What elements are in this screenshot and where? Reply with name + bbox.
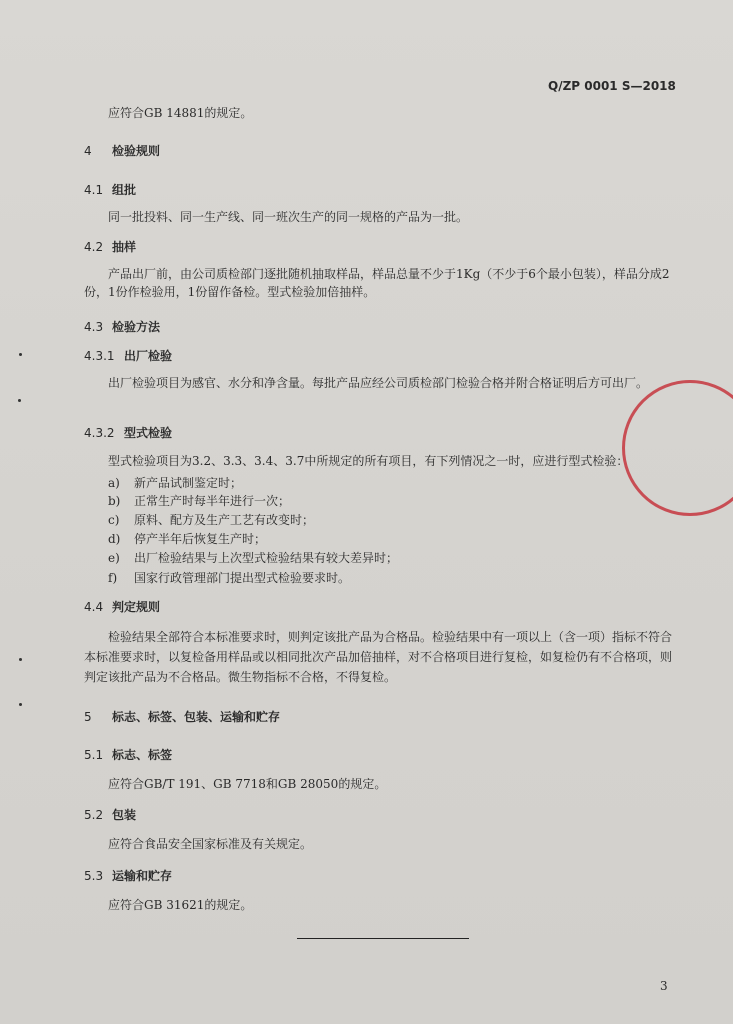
section-title: 检验方法 bbox=[112, 320, 161, 334]
list-text: 停产半年后恢复生产时； bbox=[134, 532, 267, 546]
paragraph-4-4: 检验结果全部符合本标准要求时，则判定该批产品为合格品。检验结果中有一项以上（含一项）指标不符合本标准要求时，以复检备用样品或以相同批次产品加倍抽样，对不合格项目进行复检，如复检仍有不合格项，则判定该批产品为不合格品。微生物指标不合格，不得复检。 bbox=[84, 630, 673, 684]
list-item bbox=[108, 569, 350, 587]
section-number: 5 bbox=[84, 710, 92, 724]
list-text: 出厂检验结果与上次型式检验结果有较大差异时； bbox=[134, 551, 399, 565]
section-number: 4.1 bbox=[84, 183, 104, 197]
section-title: 标志、标签 bbox=[112, 748, 173, 762]
page-number: 3 bbox=[660, 979, 668, 993]
section-number: 5.1 bbox=[84, 748, 104, 762]
section-title: 标志、标签、包装、运输和贮存 bbox=[112, 710, 281, 724]
heading-section-4 bbox=[84, 142, 160, 159]
heading-4-3-1 bbox=[84, 347, 172, 364]
section-title: 抽样 bbox=[112, 240, 137, 254]
paragraph-5-1: 应符合GB/T 191、GB 7718和GB 28050的规定。 bbox=[108, 777, 387, 791]
section-title: 出厂检验 bbox=[124, 349, 173, 363]
section-number: 4.3.1 bbox=[84, 349, 115, 363]
list-letter: c) bbox=[108, 513, 120, 527]
list-letter: a) bbox=[108, 476, 120, 490]
margin-mark bbox=[19, 658, 22, 661]
margin-mark bbox=[19, 353, 22, 356]
heading-4-1 bbox=[84, 181, 136, 198]
paragraph-4-1: 同一批投料、同一生产线、同一班次生产的同一规格的产品为一批。 bbox=[108, 210, 469, 224]
section-number: 5.2 bbox=[84, 808, 104, 822]
company-seal bbox=[622, 380, 733, 516]
section-number: 4.4 bbox=[84, 600, 104, 614]
list-item bbox=[108, 549, 398, 567]
list-text: 国家行政管理部门提出型式检验要求时。 bbox=[134, 571, 351, 585]
list-letter: e) bbox=[108, 551, 120, 565]
section-title: 判定规则 bbox=[112, 600, 161, 614]
list-text: 正常生产时每半年进行一次； bbox=[134, 494, 291, 508]
section-title: 运输和贮存 bbox=[112, 869, 173, 883]
section-number: 4 bbox=[84, 144, 92, 158]
list-letter: f) bbox=[108, 571, 118, 585]
section-title: 包装 bbox=[112, 808, 137, 822]
heading-4-3 bbox=[84, 318, 160, 335]
list-letter: d) bbox=[108, 532, 121, 546]
paragraph-5-3: 应符合GB 31621的规定。 bbox=[108, 898, 253, 912]
heading-section-5 bbox=[84, 708, 280, 725]
list-text: 新产品试制鉴定时； bbox=[134, 476, 243, 490]
paragraph-gb14881: 应符合GB 14881的规定。 bbox=[108, 106, 253, 120]
end-rule bbox=[297, 938, 469, 939]
list-item bbox=[108, 511, 314, 529]
margin-mark bbox=[19, 703, 22, 706]
section-number: 4.3 bbox=[84, 320, 104, 334]
section-number: 4.2 bbox=[84, 240, 104, 254]
section-number: 4.3.2 bbox=[84, 426, 115, 440]
list-item bbox=[108, 530, 266, 548]
paragraph-4-3-1: 出厂检验项目为感官、水分和净含量。每批产品应经公司质检部门检验合格并附合格证明后方可出厂。 bbox=[108, 376, 649, 390]
section-title: 检验规则 bbox=[112, 144, 161, 158]
list-item bbox=[108, 492, 290, 510]
section-title: 组批 bbox=[112, 183, 137, 197]
heading-4-3-2 bbox=[84, 424, 172, 441]
list-item bbox=[108, 474, 242, 492]
heading-4-4 bbox=[84, 598, 160, 615]
heading-4-2 bbox=[84, 238, 136, 255]
margin-mark bbox=[18, 399, 21, 402]
heading-5-1 bbox=[84, 746, 172, 763]
section-number: 5.3 bbox=[84, 869, 104, 883]
paragraph-4-3-2: 型式检验项目为3.2、3.3、3.4、3.7中所规定的所有项目，有下列情况之一时，应进行型式检验： bbox=[108, 454, 629, 468]
paragraph-4-2: 产品出厂前，由公司质检部门逐批随机抽取样品，样品总量不少于1Kg（不少于6个最小包装），样品分成2份，1份作检验用，1份留作备检。型式检验加倍抽样。 bbox=[84, 267, 670, 299]
section-title: 型式检验 bbox=[124, 426, 173, 440]
paragraph-5-2: 应符合食品安全国家标准及有关规定。 bbox=[108, 837, 313, 851]
heading-5-3 bbox=[84, 867, 172, 884]
standard-code: Q/ZP 0001 S—2018 bbox=[548, 79, 676, 93]
list-letter: b) bbox=[108, 494, 121, 508]
list-text: 原料、配方及生产工艺有改变时； bbox=[134, 513, 315, 527]
heading-5-2 bbox=[84, 806, 136, 823]
